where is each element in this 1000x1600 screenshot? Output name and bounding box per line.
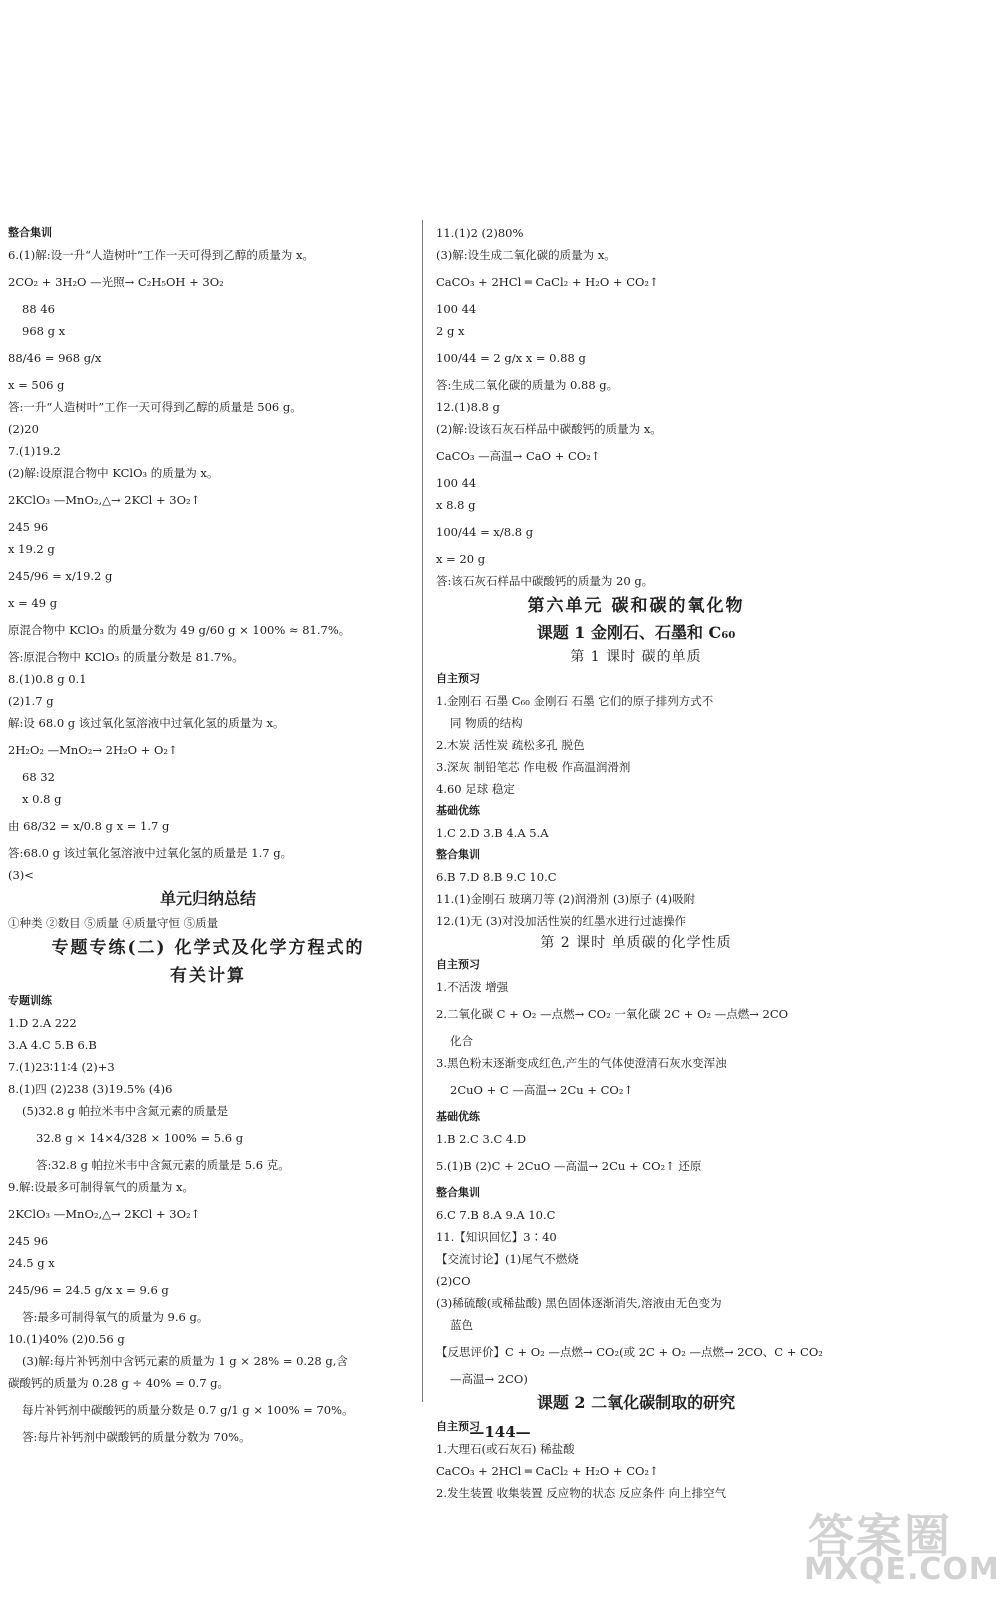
answer-line: 4.60 足球 稳定 bbox=[436, 782, 515, 796]
section-heading: 整合集训 bbox=[8, 226, 52, 239]
text-line: 7.(1)19.2 bbox=[8, 444, 61, 458]
text-line: 100 44 bbox=[436, 302, 477, 316]
answer-line: 1.B 2.C 3.C 4.D bbox=[436, 1132, 527, 1146]
fraction-line: 原混合物中 KClO₃ 的质量分数为 49 g/60 g × 100% ≈ 81.7%。 bbox=[8, 623, 351, 637]
fraction-line: 245/96 = 24.5 g/x x = 9.6 g bbox=[8, 1283, 169, 1297]
text-line: (2)20 bbox=[8, 422, 39, 436]
section-heading: 基础优练 bbox=[436, 1110, 480, 1123]
answer-line: 6.C 7.B 8.A 9.A 10.C bbox=[436, 1208, 556, 1222]
answer-line: (2)CO bbox=[436, 1274, 471, 1288]
text-line: 答:32.8 g 帕拉米韦中含氮元素的质量是 5.6 克。 bbox=[36, 1158, 290, 1172]
text-line: 答:原混合物中 KClO₃ 的质量分数是 81.7%。 bbox=[8, 650, 244, 664]
answer-line: 3.黑色粉末逐渐变成红色,产生的气体使澄清石灰水变浑浊 bbox=[436, 1056, 727, 1070]
page-number: —144— bbox=[469, 1423, 531, 1441]
text-line: x = 49 g bbox=[8, 596, 58, 610]
text-line: 答:该石灰石样品中碳酸钙的质量为 20 g。 bbox=[436, 574, 654, 588]
unit-summary-title: 单元归纳总结 bbox=[159, 889, 256, 908]
answer-line: 12.(1)无 (3)对没加活性炭的红墨水进行过滤操作 bbox=[436, 914, 687, 928]
text-line: 968 g x bbox=[22, 324, 66, 338]
equation-line: 2.二氧化碳 C + O₂ —点燃→ CO₂ 一氧化碳 2C + O₂ —点燃→ 2CO bbox=[436, 1007, 789, 1021]
column-divider bbox=[422, 220, 423, 1402]
fraction-line: 每片补钙剂中碳酸钙的质量分数是 0.7 g/1 g × 100% = 70%。 bbox=[22, 1403, 354, 1417]
text-line: (2)1.7 g bbox=[8, 694, 54, 708]
fraction-line: 100/44 = 2 g/x x = 0.88 g bbox=[436, 351, 586, 365]
text-line: 答:一升“人造树叶”工作一天可得到乙醇的质量是 506 g。 bbox=[8, 400, 302, 414]
section-heading: 基础优练 bbox=[436, 804, 480, 817]
text-line: 9.解:设最多可制得氧气的质量为 x。 bbox=[8, 1180, 194, 1194]
text-line: 碳酸钙的质量为 0.28 g ÷ 40% = 0.7 g。 bbox=[8, 1376, 230, 1390]
text-line: 答:生成二氧化碳的质量为 0.88 g。 bbox=[436, 378, 619, 392]
answer-line: 3.A 4.C 5.B 6.B bbox=[8, 1038, 97, 1052]
text-line: 88 46 bbox=[22, 302, 55, 316]
text-line: ①种类 ②数目 ⑤质量 ④质量守恒 ⑤质量 bbox=[8, 916, 219, 930]
text-line: 245 96 bbox=[8, 1234, 49, 1248]
answer-line: 3.深灰 制铅笔芯 作电极 作高温润滑剂 bbox=[436, 760, 631, 774]
equation-line: CaCO₃ + 2HCl ═ CaCl₂ + H₂O + CO₂↑ bbox=[436, 275, 659, 289]
lesson-title: 课题 2 二氧化碳制取的研究 bbox=[536, 1393, 736, 1412]
answer-line: 10.(1)40% (2)0.56 g bbox=[8, 1332, 125, 1346]
answer-line: 6.B 7.D 8.B 9.C 10.C bbox=[436, 870, 557, 884]
text-line: (3)解:每片补钙剂中含钙元素的质量为 1 g × 28% = 0.28 g,含 bbox=[22, 1354, 348, 1368]
fraction-line: 100/44 = x/8.8 g bbox=[436, 525, 534, 539]
text-line: x 0.8 g bbox=[22, 792, 62, 806]
text-line: x 19.2 g bbox=[8, 542, 55, 556]
text-line: 245 96 bbox=[8, 520, 49, 534]
answer-line: 【交流讨论】(1)尾气不燃烧 bbox=[436, 1252, 579, 1266]
answer-line: 11.(1)金刚石 玻璃刀等 (2)润滑剂 (3)原子 (4)吸附 bbox=[436, 892, 696, 906]
section-heading: 自主预习 bbox=[436, 672, 480, 685]
equation-line: CaCO₃ + 2HCl ═ CaCl₂ + H₂O + CO₂↑ bbox=[436, 1464, 659, 1478]
answer-line: 8.(1)四 (2)238 (3)19.5% (4)6 bbox=[8, 1082, 173, 1096]
section-heading: 整合集训 bbox=[436, 1186, 480, 1199]
answer-line: 同 物质的结构 bbox=[450, 716, 523, 730]
period-title: 第 2 课时 单质碳的化学性质 bbox=[540, 935, 732, 951]
section-heading: 自主预习 bbox=[436, 1420, 480, 1433]
answer-line: 2.发生装置 收集装置 反应物的状态 反应条件 向上排空气 bbox=[436, 1486, 727, 1500]
answer-line: 1.大理石(或石灰石) 稀盐酸 bbox=[436, 1442, 575, 1456]
section-heading: 自主预习 bbox=[436, 958, 480, 971]
watermark-url: MXQE.COM bbox=[804, 1552, 1000, 1587]
text-line: 68 32 bbox=[22, 770, 55, 784]
equation-line: 2KClO₃ —MnO₂,△→ 2KCl + 3O₂↑ bbox=[8, 493, 201, 507]
answer-line: 1.金刚石 石墨 C₆₀ 金刚石 石墨 它们的原子排列方式不 bbox=[436, 694, 714, 708]
text-line: (5)32.8 g 帕拉米韦中含氮元素的质量是 bbox=[22, 1104, 229, 1118]
text-line: x 8.8 g bbox=[436, 498, 476, 512]
section-heading: 整合集训 bbox=[436, 848, 480, 861]
answer-line: 1.C 2.D 3.B 4.A 5.A bbox=[436, 826, 549, 840]
text-line: (3)解:设生成二氧化碳的质量为 x。 bbox=[436, 248, 616, 262]
text-line: 6.(1)解:设一升“人造树叶”工作一天可得到乙醇的质量为 x。 bbox=[8, 248, 315, 262]
equation-line: 2H₂O₂ —MnO₂→ 2H₂O + O₂↑ bbox=[8, 743, 178, 757]
answer-line: 化合 bbox=[450, 1034, 473, 1048]
right-column bbox=[436, 222, 836, 1504]
answer-line: (3)稀硫酸(或稀盐酸) 黑色固体逐渐消失,溶液由无色变为 bbox=[436, 1296, 722, 1310]
equation-line: CaCO₃ —高温→ CaO + CO₂↑ bbox=[436, 449, 601, 463]
special-topic-title: 专题专练(二) 化学式及化学方程式的 bbox=[51, 938, 365, 958]
text-line: (3)< bbox=[8, 868, 34, 882]
text-line: 答:68.0 g 该过氧化氢溶液中过氧化氢的质量是 1.7 g。 bbox=[8, 846, 293, 860]
answer-line: 2.木炭 活性炭 疏松多孔 脱色 bbox=[436, 738, 585, 752]
text-line: 24.5 g x bbox=[8, 1256, 55, 1270]
left-column bbox=[8, 222, 408, 1448]
text-line: 100 44 bbox=[436, 476, 477, 490]
answer-line: 蓝色 bbox=[450, 1318, 473, 1332]
answer-line: 11.(1)2 (2)80% bbox=[436, 226, 524, 240]
answer-line: 12.(1)8.8 g bbox=[436, 400, 500, 414]
equation-line: 【反思评价】C + O₂ —点燃→ CO₂(或 2C + O₂ —点燃→ 2CO、C + CO₂ bbox=[436, 1345, 823, 1359]
answer-line: 7.(1)23∶11∶4 (2)+3 bbox=[8, 1060, 115, 1074]
special-topic-title-line2: 有关计算 bbox=[170, 966, 246, 986]
text-line: x = 20 g bbox=[436, 552, 486, 566]
text-line: 8.(1)0.8 g 0.1 bbox=[8, 672, 87, 686]
fraction-line: 由 68/32 = x/0.8 g x = 1.7 g bbox=[8, 819, 170, 833]
equation-line: 2CuO + C —高温→ 2Cu + CO₂↑ bbox=[450, 1083, 634, 1097]
watermark-logo bbox=[800, 1500, 1000, 1600]
fraction-line: 88/46 = 968 g/x bbox=[8, 351, 102, 365]
text-line: x = 506 g bbox=[8, 378, 65, 392]
text-line: 解:设 68.0 g 该过氧化氢溶液中过氧化氢的质量为 x。 bbox=[8, 716, 285, 730]
watermark-text: 答案圈 bbox=[808, 1509, 952, 1563]
text-line: 2 g x bbox=[436, 324, 465, 338]
section-heading: 专题训练 bbox=[8, 994, 52, 1007]
equation-line: —高温→ 2CO) bbox=[450, 1372, 528, 1386]
answer-line: 11.【知识回忆】3∶40 bbox=[436, 1230, 557, 1244]
equation-line: 5.(1)B (2)C + 2CuO —高温→ 2Cu + CO₂↑ 还原 bbox=[436, 1159, 702, 1173]
period-title: 第 1 课时 碳的单质 bbox=[570, 649, 702, 665]
answer-line: 1.不活泼 增强 bbox=[436, 980, 509, 994]
equation-line: 2CO₂ + 3H₂O —光照→ C₂H₅OH + 3O₂ bbox=[8, 275, 224, 289]
fraction-line: 245/96 = x/19.2 g bbox=[8, 569, 113, 583]
unit-title: 第六单元 碳和碳的氧化物 bbox=[527, 596, 745, 616]
lesson-title: 课题 1 金刚石、石墨和 C₆₀ bbox=[536, 623, 736, 642]
text-line: 答:每片补钙剂中碳酸钙的质量分数为 70%。 bbox=[22, 1430, 251, 1444]
equation-line: 2KClO₃ —MnO₂,△→ 2KCl + 3O₂↑ bbox=[8, 1207, 201, 1221]
answer-line: 1.D 2.A 222 bbox=[8, 1016, 77, 1030]
text-line: (2)解:设原混合物中 KClO₃ 的质量为 x。 bbox=[8, 466, 219, 480]
text-line: 答:最多可制得氧气的质量为 9.6 g。 bbox=[22, 1310, 209, 1324]
fraction-line: 32.8 g × 14×4/328 × 100% = 5.6 g bbox=[36, 1131, 244, 1145]
text-line: (2)解:设该石灰石样品中碳酸钙的质量为 x。 bbox=[436, 422, 662, 436]
